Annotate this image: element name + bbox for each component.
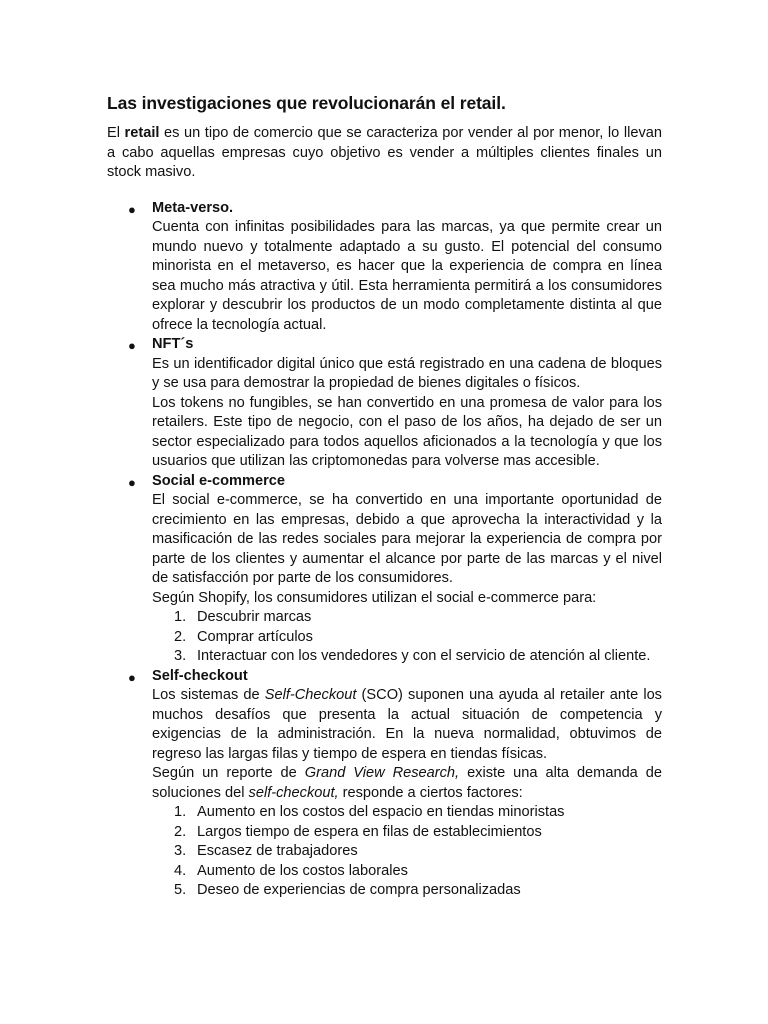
- selfcheckout-paragraph-1: [152, 686, 662, 764]
- list-item-text: Escasez de trabajadores: [197, 843, 358, 859]
- bullet-nfts: [107, 335, 662, 472]
- list-item-text: Aumento de los costos laborales: [197, 862, 408, 879]
- selfcheckout-p2-c: responde a ciertos factores:: [338, 784, 523, 801]
- topics-list: [107, 199, 662, 901]
- list-item-text: Largos tiempo de espera en filas de establecimientos: [197, 823, 542, 840]
- intro-bold-term: retail: [124, 125, 160, 141]
- list-number: 1.: [174, 804, 187, 820]
- list-item: [152, 803, 662, 823]
- list-item: [152, 647, 662, 667]
- list-item: [152, 608, 662, 628]
- metaverso-title: Meta-verso.: [152, 199, 234, 216]
- social-text-2: Según Shopify, los consumidores utilizan el social e-commerce para:: [152, 589, 597, 606]
- list-item: [152, 862, 662, 882]
- nfts-text-1: Es un identificador digital único que está registrado en una cadena de bloques y se usa para demostrar la propiedad de bienes digitales o físicos.: [152, 355, 662, 391]
- list-number: 3.: [174, 648, 187, 664]
- intro-paragraph: [107, 124, 662, 183]
- metaverso-text: Cuenta con infinitas posibilidades para las marcas, ya que permite crear un mundo nuevo y totalmente adaptado a su gusto. El potencial del consumo minorista en el metaverso, es hacer que la experiencia de compra en línea sea mucho más atractiva y útil. Esta herramienta permitirá a los consumidores explorar y descubrir los productos de un modo completamente distinta al que ofrece la tecnología actual.: [152, 219, 662, 333]
- list-item-text: Aumento en los costos del espacio en tiendas minoristas: [197, 804, 565, 820]
- bullet-self-checkout: [107, 667, 662, 901]
- page-title: Las investigaciones que revolucionarán el retail.: [107, 93, 506, 113]
- bullet-dot-icon: ●: [128, 338, 136, 353]
- selfcheckout-title: Self-checkout: [152, 667, 248, 684]
- list-item: [152, 881, 662, 901]
- social-numbered-list: [152, 608, 662, 667]
- list-number: 1.: [174, 609, 187, 625]
- bullet-dot-icon: ●: [128, 201, 136, 217]
- nfts-title: NFT´s: [152, 336, 194, 352]
- bullet-dot-icon: ●: [128, 669, 136, 685]
- intro-prefix: El: [107, 125, 125, 141]
- list-number: 3.: [174, 843, 187, 859]
- selfcheckout-numbered-list: [152, 803, 662, 901]
- list-item: [152, 823, 662, 843]
- list-item: [152, 842, 662, 862]
- social-text-1: El social e-commerce, se ha convertido en una importante oportunidad de crecimiento en las empresas, debido a que aprovecha la interactividad y la masificación de las redes sociales para mejorar la experiencia de compra por parte de los clientes y aumentar el alcance por parte de las marcas y el nivel de satisfacción por parte de los consumidores.: [152, 492, 662, 586]
- list-item-text: Interactuar con los vendedores y con el servicio de atención al cliente.: [197, 648, 651, 664]
- list-number: 5.: [174, 882, 187, 898]
- social-title: Social e-commerce: [152, 472, 286, 489]
- bullet-social-ecommerce: [107, 472, 662, 667]
- intro-rest: es un tipo de comercio que se caracteriza por vender al por menor, lo llevan a cabo aquellas empresas cuyo objetivo es vender a múltiples clientes finales un stock masivo.: [107, 125, 662, 180]
- list-item-text: Deseo de experiencias de compra personalizadas: [197, 882, 521, 898]
- selfcheckout-p1-b: (SCO) suponen una ayuda al retailer ante los muchos desafíos que presenta la actual situación de competencia y exigencias de la administración. En la nueva normalidad, obtuvimos de regreso las largas filas y tiempo de espera en tiendas físicas.: [152, 687, 662, 762]
- selfcheckout-p2-em1: Grand View Research,: [304, 765, 460, 781]
- bullet-metaverso: [107, 199, 662, 336]
- list-item-text: Comprar artículos: [197, 628, 313, 645]
- list-number: 2.: [174, 628, 187, 645]
- selfcheckout-p1-a: Los sistemas de: [152, 687, 265, 703]
- selfcheckout-p2-a: Según un reporte de: [152, 765, 305, 781]
- bullet-dot-icon: ●: [128, 474, 136, 490]
- selfcheckout-paragraph-2: [152, 764, 662, 803]
- selfcheckout-p2-em2: self-checkout,: [248, 784, 339, 801]
- list-number: 2.: [174, 823, 187, 840]
- selfcheckout-p2-b: existe una alta demanda de soluciones del: [152, 765, 662, 801]
- list-item: [152, 628, 662, 648]
- list-number: 4.: [174, 862, 187, 879]
- nfts-text-2: Los tokens no fungibles, se han convertido en una promesa de valor para los retailers. Este tipo de negocio, con el paso de los años, ha dejado de ser un sector especializado para todos aquellos aficionados a la tecnología y que los usuarios que utilizan las criptomonedas para volverse mas accesible.: [152, 394, 662, 469]
- list-item-text: Descubrir marcas: [197, 609, 312, 625]
- selfcheckout-p1-em: Self-Checkout: [264, 687, 357, 703]
